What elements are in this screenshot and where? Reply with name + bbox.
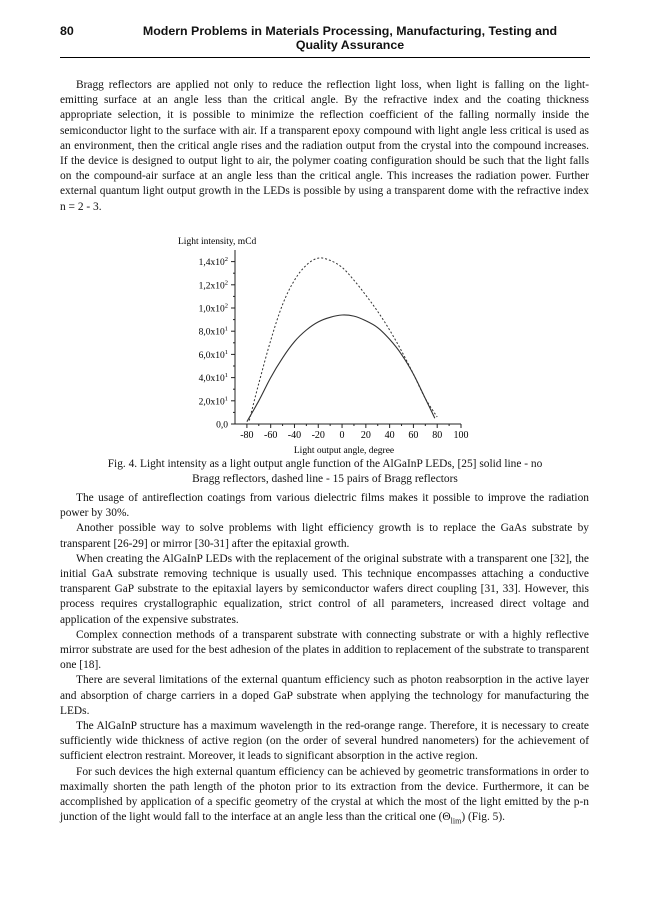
solid-line-no-bragg-reflectors	[247, 315, 435, 422]
paragraph-text-end: ) (Fig. 5).	[461, 811, 505, 824]
paragraph: Bragg reflectors are applied not only to reduce the reflection light loss, when light is falling on the light-emitting surface at an angle less than the critical angle. By the refractive index and the coating thickness appropriate selection, it is possible to minimize the reflection coefficient of the falling normally inside the semiconductor light to the surface with air. If a transparent epoxy compound with light angle less critical is used as an environment, then the critical angle rises and the radiation output from the crystal into the compound increases. If the device is designed to output light to air, the polymer coating configuration should be such that the light falls on the compound-air surface at an angle less than the critical angle. This increases the radiation power. Further external quantum light output growth in the LEDs is possible by using a transparent dome with the refractive index n = 2 - 3.	[60, 79, 589, 213]
body-text-top	[60, 78, 589, 215]
header-rule	[60, 57, 590, 58]
light-intensity-chart	[170, 232, 480, 457]
y-tick-label: $2,0x10^1$	[198, 395, 228, 408]
paragraph: Complex connection methods of a transparent substrate with connecting substrate or with a highly reflective mirror substrate are used for the best adhesion of the plates in addition to replacement of the substrate to transparent one [18].	[60, 628, 589, 672]
body-text-bottom	[60, 491, 589, 829]
running-title-line-1: Modern Problems in Materials Processing, Manufacturing, Testing and	[142, 24, 558, 38]
x-tick-label: 20	[360, 430, 371, 441]
paragraph: The usage of antireflection coatings from various dielectric films makes it possible to improve the radiation power by 30%.	[60, 492, 589, 520]
figure-caption	[75, 457, 575, 487]
x-tick-label: 80	[432, 430, 443, 441]
paragraph-text: For such devices the high external quantum efficiency can be achieved by geometric transformations in order to maximally shorten the path length of the photon prior to its extraction from the device. Furthermore, it can be accomplished by application of a specific geometry of the crystal at which the most of the light emitted by the p-n junction of the light would fall to the interface at an angle less than the critical one (Θ	[60, 765, 589, 824]
x-tick-label: -20	[311, 430, 325, 441]
x-tick-label: 0	[339, 430, 345, 441]
theta-subscript: lim	[450, 816, 462, 826]
paragraph: There are several limitations of the external quantum efficiency such as photon reabsorption in the active layer and absorption of charge carriers in a doped GaP substrate when applying the technology for manufacturing the LEDs.	[60, 674, 589, 717]
x-tick-label: -40	[287, 430, 302, 441]
paragraph: When creating the AlGaInP LEDs with the replacement of the original substrate with a transparent one [32], the initial GaA substrate removing technique is usually used. This technique encompasses attaching a conductive transparent GaP substrate to the epitaxial layers by semiconductor wafers direct coupling [31, 33]. However, this process requires crystallographic equalization, strict control of all parameters, increased direct voltage and application of the expensive substrates.	[60, 552, 589, 626]
y-axis-label: Light intensity, mCd	[178, 237, 257, 247]
paragraph	[60, 765, 589, 829]
y-tick-label: $1,4x10^2$	[198, 256, 228, 269]
caption-line-1: Fig. 4. Light intensity as a light output angle function of the AlGaInP LEDs, [25] solid line - no	[107, 458, 543, 470]
dashed-line-bragg-reflectors	[249, 258, 437, 421]
y-tick-label: $4,0x10^1$	[198, 372, 228, 385]
y-tick-label: $6,0x10^1$	[198, 348, 228, 361]
running-title	[110, 24, 590, 52]
x-tick-label: -80	[240, 430, 254, 441]
x-tick-label: -60	[264, 430, 278, 441]
paragraph: The AlGaInP structure has a maximum wavelength in the red-orange range. Therefore, it is necessary to create sufficiently wide thickness of active region (on the order of several hundred nanometers) for the achievement of sufficient electron restraint. Moreover, it leads to significant absorption in the active region.	[60, 720, 589, 763]
figure-4	[170, 232, 480, 457]
running-title-line-2: Quality Assurance	[295, 38, 405, 52]
x-axis-label: Light output angle, degree	[293, 446, 395, 456]
y-tick-label: 0,0	[216, 420, 228, 431]
x-tick-label: 40	[384, 430, 395, 441]
caption-line-2: Bragg reflectors, dashed line - 15 pairs of Bragg reflectors	[192, 473, 458, 486]
y-tick-label: $1,2x10^2$	[198, 279, 228, 292]
y-tick-label: $1,0x10^2$	[198, 302, 228, 315]
paragraph: Another possible way to solve problems with light efficiency growth is to replace the GaAs substrate by transparent [26-29] or mirror [30-31] after the epitaxial growth.	[60, 522, 589, 550]
x-tick-label: 100	[453, 430, 469, 441]
y-tick-label: $8,0x10^1$	[198, 325, 228, 338]
x-tick-label: 60	[408, 430, 419, 441]
page-number: 80	[60, 24, 74, 38]
